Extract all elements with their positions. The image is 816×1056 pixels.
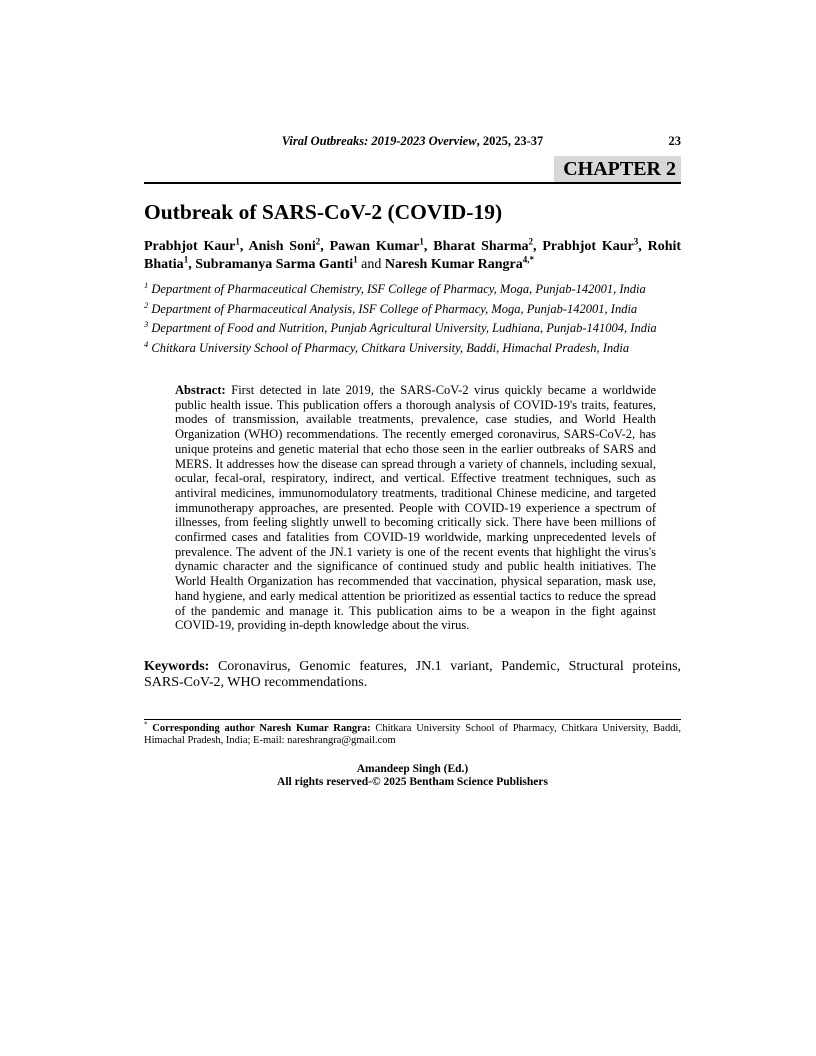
affiliation-text: Department of Pharmaceutical Analysis, ISF College of Pharmacy, Moga, Punjab-142001, India [151,301,638,316]
author-affil-sup: 3 [633,236,639,247]
abstract [175,383,656,633]
keywords [144,659,681,692]
author-name: Pawan Kumar$^1$, [329,236,434,254]
keywords-text: Coronavirus, Genomic features, JN.1 variant, Pandemic, Structural proteins, SARS-CoV-2, WHO recommendations. [144,658,682,691]
abstract-label: Abstract: [175,383,226,397]
affiliation-sup: 2 [144,299,149,310]
author-affil-sup: 2 [528,236,534,247]
author-affil-sup: 2 [315,236,321,247]
affiliation-text: Chitkara University School of Pharmacy, Chitkara University, Baddi, Himachal Pradesh, India [151,340,630,355]
affiliation-text: Department of Pharmaceutical Chemistry, ISF College of Pharmacy, Moga, Punjab-142001, India [151,282,646,296]
affiliation [144,338,681,356]
book-title: Viral Outbreaks: 2019-2023 Overview [281,134,477,148]
affiliations-block [144,279,681,355]
author-name: Bharat Sharma$^2$, [433,236,543,254]
author-affil-sup: 1 [353,254,358,265]
corresponding-author-note [144,720,681,748]
footnote-marker: * [144,720,148,729]
author-name: Rohit Bhatia$^1$, [144,239,682,272]
author-name: Naresh Kumar Rangra$^{4,*}$ [384,254,535,272]
author-affil-sup: 4,* [522,254,535,265]
rights-line: All rights reserved-© 2025 Bentham Science Publishers [277,775,548,788]
affiliation-sup: 3 [144,318,149,329]
author-name: Anish Soni$^2$, [248,236,330,254]
author-affil-sup: 1 [183,254,189,265]
page-number: 23 [668,134,681,148]
author-affil-sup: 1 [235,236,240,247]
authors-and-separator: and [357,257,385,272]
affiliation-text: Department of Food and Nutrition, Punjab Agricultural University, Ludhiana, Punjab-141004, India [151,321,657,335]
chapter-title: Outbreak of SARS-CoV-2 (COVID-19) [144,200,503,224]
chapter-rule [144,156,681,184]
affiliation-sup: 1 [144,279,149,290]
chapter-label: CHAPTER 2 [554,156,681,182]
authors-line [144,238,681,274]
footnote-divider [144,719,681,720]
corresponding-author-address: Chitkara University School of Pharmacy, Chitkara University, Baddi, Himachal Pradesh, India; E-mail: [144,722,681,747]
affiliation [144,318,681,336]
affiliation [144,279,681,297]
header-meta: , 2025, 23-37 [476,134,544,148]
page-content [144,0,681,789]
keywords-label: Keywords: [144,658,210,674]
author-name: Subramanya Sarma Ganti$^1$ and [195,254,385,272]
affiliation-sup: 4 [144,338,149,349]
running-title [282,134,543,148]
running-head [144,134,681,148]
corresponding-author-name: Corresponding author Naresh Kumar Rangra: [152,722,371,734]
affiliation [144,299,681,317]
author-name: Prabhjot Kaur$^1$, [144,236,249,254]
author-affil-sup: 1 [419,236,424,247]
abstract-text: First detected in late 2019, the SARS-CoV-2 virus quickly became a worldwide public health issue. This publication offers a thorough analysis of COVID-19's traits, features, modes of transmission, available treatments, prevalence, case studies, and World Health Organization (WHO) recommendations. The recently emerged coronavirus, SARS-CoV-2, has unique proteins and genetic material that echo those seen in the earlier outbreaks of SARS and MERS. It addresses how the disease can spread through a variety of channels, including sexual, ocular, fecal-oral, respiratory, indirect, and vertical. Effective treatment techniques, such as antiviral medicines, immunomodulatory treatments, traditional Chinese medicine, and targeted immunotherapy approaches, are presented. People with COVID-19 experience a spectrum of illnesses, from feeling slightly unwell to becoming critically sick. There have been millions of confirmed cases and fatalities from COVID-19 worldwide, marking unprecedented levels of prevalence. The advent of the JN.1 variety is one of the recent events that highlight the virus's dynamic character and the significance of continued study and public health initiatives. The World Health Organization has recommended that vaccination, physical separation, mask use, hand hygiene, and early medical attention be prioritized as essential tactics to reduce the spread of the pandemic and manage it. This publication aims to be a weapon in the fight against COVID-19, providing in-depth knowledge about the virus. [175,383,657,633]
email-text: nareshrangra@gmail.com [287,735,396,747]
author-name: Prabhjot Kaur$^3$, [542,236,648,254]
editor-line: Amandeep Singh (Ed.) [356,762,469,775]
